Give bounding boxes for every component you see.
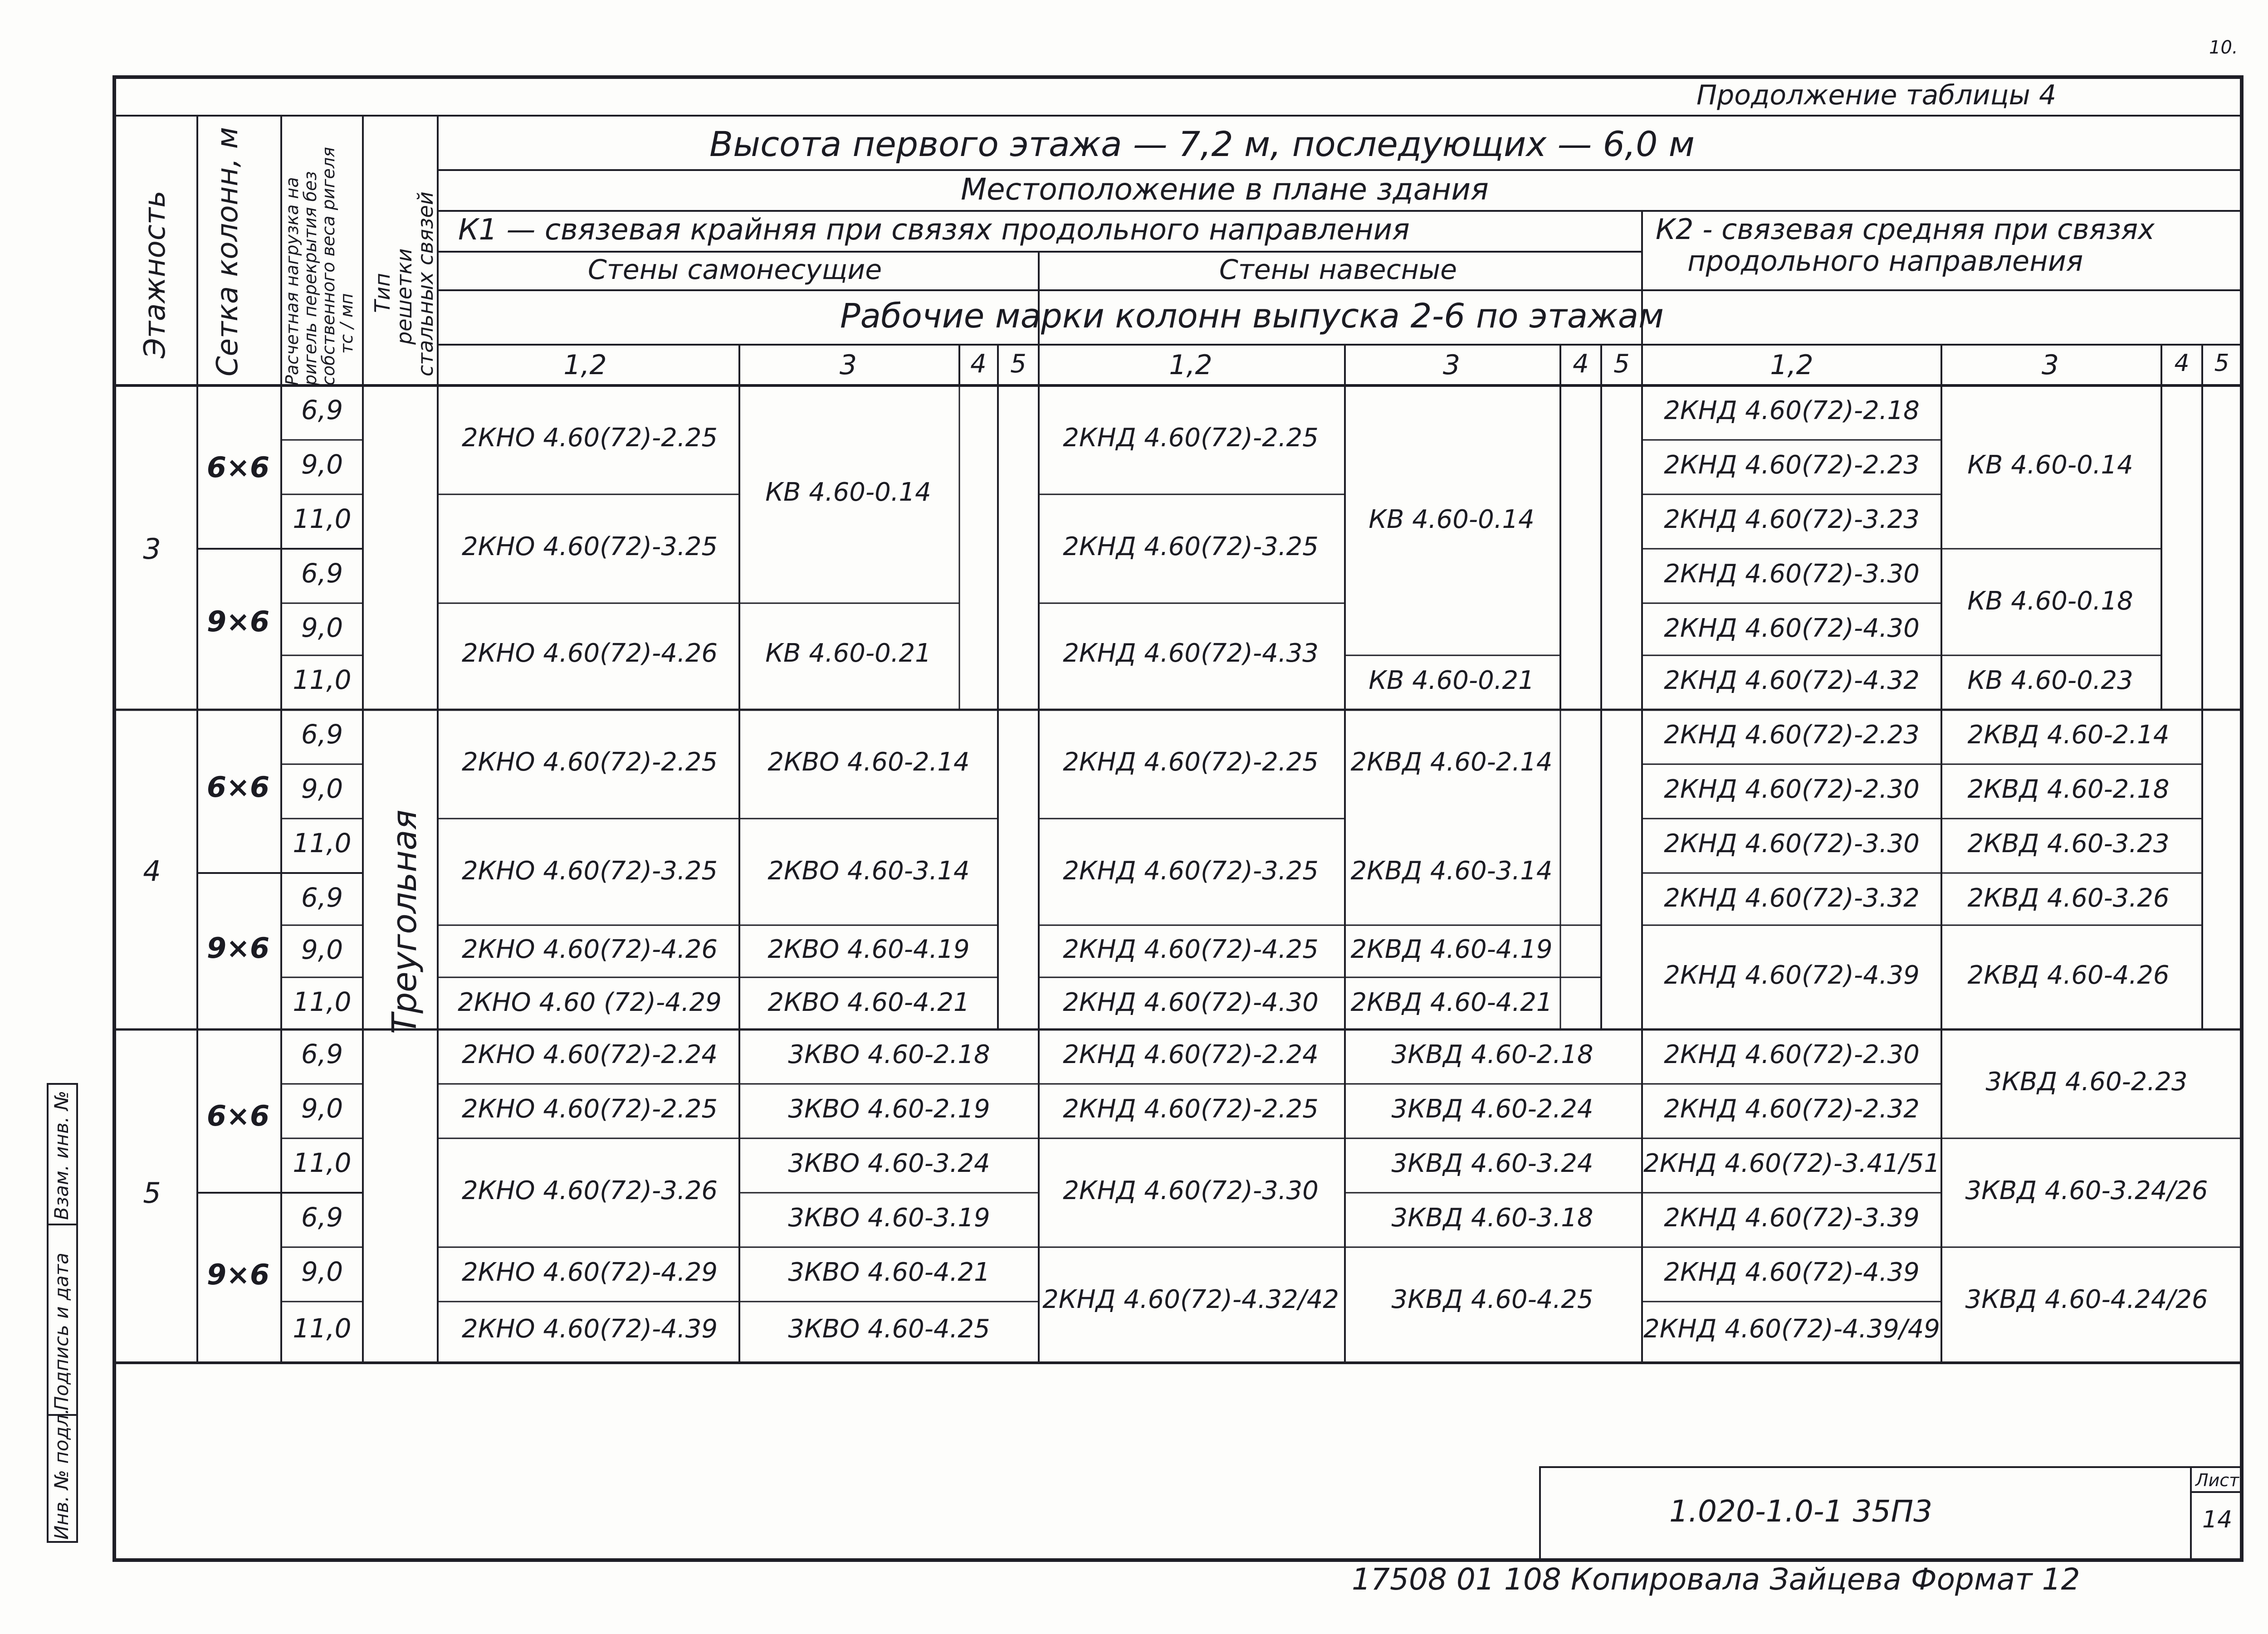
- walls-hang-label: Стены навесные: [1219, 254, 1457, 286]
- continuation-label: Продолжение таблицы 4: [1696, 79, 2057, 111]
- grid-cell: 9×6: [206, 605, 270, 638]
- load-cell: 11,0: [293, 986, 352, 1017]
- mark-cell: 2КВД 4.60-4.26: [1967, 961, 2170, 990]
- mark-cell: 2КНД 4.60(72)-2.25: [1063, 1094, 1319, 1124]
- load-cell: 9,0: [301, 1093, 343, 1124]
- load-cell: 9,0: [301, 1256, 343, 1287]
- stamp-inv-label: Инв. № подл.: [50, 1408, 73, 1540]
- mark-cell: 2КНД 4.60(72)-3.23: [1664, 505, 1920, 534]
- type-header-line3: стальных связей: [413, 191, 438, 376]
- type-header-line1: Тип: [370, 273, 395, 313]
- grid-header: Сетка колонн, м: [211, 127, 244, 376]
- mark-cell: КВ 4.60-0.21: [1369, 666, 1535, 695]
- k2-title-line1: К2 - связевая средняя при связях: [1656, 213, 2155, 246]
- mark-cell: 3КВД 4.60-4.25: [1391, 1285, 1593, 1314]
- mark-cell: 2КНД 4.60(72)-2.32: [1664, 1094, 1920, 1124]
- mark-cell: 2КНД 4.60(72)-3.25: [1063, 856, 1319, 886]
- mark-cell: 2КВО 4.60-3.14: [767, 856, 970, 886]
- mark-cell: 3КВД 4.60-3.18: [1391, 1203, 1593, 1233]
- load-cell: 6,9: [301, 395, 343, 425]
- mark-cell: 2КНД 4.60(72)-2.23: [1664, 720, 1920, 750]
- col-b5-floor: 5: [1010, 349, 1026, 379]
- load-header-line3: собственного веса ригеля: [318, 147, 338, 385]
- height-title: Высота первого этажа — 7,2 м, последующих — 6,0 м: [709, 124, 1695, 164]
- mark-cell: 2КНО 4.60(72)-4.26: [462, 639, 718, 668]
- grid-cell: 9×6: [206, 932, 270, 965]
- stamp-sign-label: Подпись и дата: [50, 1253, 73, 1410]
- load-cell: 9,0: [301, 612, 343, 643]
- mark-cell: 2КНД 4.60(72)-4.39: [1664, 1258, 1920, 1287]
- mark-cell: 2КНД 4.60(72)-4.30: [1664, 614, 1920, 643]
- sheet-label: Лист: [2195, 1470, 2239, 1490]
- mark-cell: 2КНД 4.60(72)-2.30: [1664, 775, 1920, 804]
- grid-cell: 6×6: [206, 1099, 270, 1132]
- load-cell: 6,9: [301, 719, 343, 750]
- mark-cell: 2КВО 4.60-4.21: [767, 988, 970, 1017]
- mark-cell: 2КВД 4.60-2.14: [1350, 747, 1553, 777]
- load-cell: 6,9: [301, 558, 343, 589]
- col-e-floors: 1,2: [1770, 349, 1813, 381]
- mark-cell: 2КВД 4.60-3.23: [1967, 829, 2170, 858]
- mark-cell: КВ 4.60-0.23: [1967, 666, 2133, 695]
- mark-cell: 2КНО 4.60(72)-2.24: [462, 1040, 718, 1069]
- mark-cell: КВ 4.60-0.14: [1369, 505, 1535, 534]
- k2-title-line2: продольного направления: [1687, 244, 2083, 278]
- mark-cell: 2КНД 4.60(72)-4.25: [1063, 935, 1319, 964]
- mark-cell: КВ 4.60-0.14: [1967, 450, 2133, 480]
- col-f5-floor: 5: [2214, 350, 2229, 377]
- mark-cell: 2КВО 4.60-2.14: [767, 747, 970, 777]
- mark-cell: 2КНД 4.60(72)-3.39: [1664, 1203, 1920, 1233]
- mark-cell: 2КНО 4.60(72)-2.25: [462, 1094, 718, 1124]
- mark-cell: 2КНО 4.60(72)-4.29: [462, 1258, 718, 1287]
- type-value: Треугольная: [385, 810, 424, 1034]
- load-cell: 6,9: [301, 1039, 343, 1069]
- mark-cell: КВ 4.60-0.21: [765, 639, 931, 668]
- mark-cell: 2КВД 4.60-2.18: [1967, 775, 2170, 804]
- mark-cell: 3КВД 4.60-3.24: [1391, 1149, 1593, 1178]
- sheet-number: 14: [2202, 1506, 2233, 1533]
- load-cell: 11,0: [293, 828, 352, 858]
- grid-cell: 6×6: [206, 451, 270, 484]
- load-cell: 9,0: [301, 773, 343, 804]
- mark-cell: 2КНД 4.60(72)-4.32/42: [1042, 1285, 1339, 1314]
- mark-cell: 3КВО 4.60-3.19: [788, 1203, 990, 1233]
- mark-cell: 3КВО 4.60-4.21: [788, 1258, 990, 1287]
- load-header-line4: тс / мп: [337, 293, 357, 354]
- mark-cell: 2КНД 4.60(72)-4.33: [1063, 639, 1319, 668]
- grid-cell: 6×6: [206, 771, 270, 804]
- mark-cell: 2КНД 4.60(72)-2.23: [1664, 450, 1920, 480]
- load-cell: 9,0: [301, 449, 343, 480]
- mark-cell: 2КНО 4.60(72)-3.25: [462, 532, 718, 561]
- mark-cell: 2КНД 4.60(72)-3.30: [1063, 1176, 1319, 1205]
- mark-cell: 2КНД 4.60(72)-4.30: [1063, 988, 1319, 1017]
- mark-cell: 3КВД 4.60-2.23: [1985, 1067, 2188, 1097]
- load-cell: 9,0: [301, 934, 343, 965]
- mark-cell: 2КНО 4.60 (72)-4.29: [458, 988, 722, 1017]
- load-cell: 6,9: [301, 882, 343, 913]
- col-b-floor: 3: [839, 349, 857, 381]
- mark-cell: 3КВД 4.60-3.24/26: [1965, 1176, 2208, 1205]
- load-cell: 11,0: [293, 1313, 352, 1344]
- mark-cell: КВ 4.60-0.14: [765, 478, 931, 507]
- mark-cell: 2КНО 4.60(72)-2.25: [462, 423, 718, 453]
- mark-cell: 2КВД 4.60-3.26: [1967, 883, 2170, 913]
- mark-cell: 2КНД 4.60(72)-4.39/49: [1643, 1314, 1940, 1344]
- mark-cell: 2КНО 4.60(72)-4.39: [462, 1314, 718, 1344]
- mark-cell: 2КНД 4.60(72)-2.18: [1664, 396, 1920, 425]
- mark-cell: 2КНО 4.60(72)-3.25: [462, 856, 718, 886]
- mark-cell: 2КНД 4.60(72)-2.24: [1063, 1040, 1319, 1069]
- mark-cell: 2КНД 4.60(72)-2.30: [1664, 1040, 1920, 1069]
- col-d-floor: 3: [1442, 349, 1461, 381]
- mark-cell: 2КНД 4.60(72)-3.32: [1664, 883, 1920, 913]
- mark-cell: 2КНО 4.60(72)-3.26: [462, 1176, 718, 1205]
- mark-cell: 3КВО 4.60-2.18: [788, 1040, 990, 1069]
- col-f4-floor: 4: [2174, 350, 2190, 377]
- mark-cell: 3КВД 4.60-2.24: [1391, 1094, 1593, 1124]
- col-a-floors: 1,2: [563, 349, 607, 381]
- mark-cell: 2КНД 4.60(72)-3.30: [1664, 559, 1920, 589]
- load-header-line2: ригель перекрытия без: [300, 171, 320, 385]
- stamp-replace-label: Взам. инв. №: [50, 1090, 73, 1220]
- floor-cell: 5: [143, 1176, 161, 1210]
- load-header-line1: Расчетная нагрузка на: [282, 177, 302, 385]
- col-b4-floor: 4: [970, 349, 987, 379]
- mark-cell: 2КНО 4.60(72)-2.25: [462, 747, 718, 777]
- load-cell: 11,0: [293, 1147, 352, 1178]
- mark-cell: 3КВО 4.60-4.25: [788, 1314, 990, 1344]
- mark-cell: 2КВО 4.60-4.19: [767, 935, 970, 964]
- walls-self-label: Стены самонесущие: [587, 254, 882, 286]
- footer-note: 17508 01 108 Копировала Зайцева Формат 12: [1352, 1562, 2080, 1597]
- load-cell: 11,0: [293, 664, 352, 695]
- floors-header: Этажность: [138, 190, 172, 358]
- col-f-floor: 3: [2041, 349, 2059, 381]
- mark-cell: 2КВД 4.60-3.14: [1350, 856, 1553, 886]
- mark-cell: 3КВД 4.60-4.24/26: [1965, 1285, 2208, 1314]
- mark-cell: 2КНД 4.60(72)-2.25: [1063, 423, 1319, 453]
- mark-cell: 3КВД 4.60-2.18: [1391, 1040, 1593, 1069]
- mark-cell: 2КНД 4.60(72)-2.25: [1063, 747, 1319, 777]
- mark-cell: 2КНД 4.60(72)-3.25: [1063, 532, 1319, 561]
- load-cell: 11,0: [293, 503, 352, 534]
- type-header-line2: решетки: [392, 248, 416, 345]
- col-d5-floor: 5: [1613, 349, 1630, 379]
- load-cell: 6,9: [301, 1202, 343, 1233]
- document-code: 1.020-1.0-1 35П3: [1669, 1494, 1933, 1529]
- floor-cell: 3: [143, 532, 161, 566]
- mark-cell: 2КВД 4.60-2.14: [1967, 720, 2170, 750]
- mark-cell: КВ 4.60-0.18: [1967, 586, 2133, 616]
- mark-cell: 2КНД 4.60(72)-3.41/51: [1643, 1149, 1940, 1178]
- marks-title: Рабочие марки колонн выпуска 2-6 по этажам: [840, 297, 1664, 336]
- k1-title: К1 — связевая крайняя при связях продольного направления: [458, 213, 1410, 247]
- mark-cell: 2КНД 4.60(72)-4.32: [1664, 666, 1920, 695]
- mark-cell: 2КНД 4.60(72)-4.39: [1664, 961, 1920, 990]
- mark-cell: 3КВО 4.60-3.24: [788, 1149, 990, 1178]
- grid-cell: 9×6: [206, 1258, 270, 1291]
- mark-cell: 2КВД 4.60-4.19: [1350, 935, 1553, 964]
- col-c-floors: 1,2: [1169, 349, 1212, 381]
- mark-cell: 2КНД 4.60(72)-3.30: [1664, 829, 1920, 858]
- mark-cell: 2КВД 4.60-4.21: [1350, 988, 1553, 1017]
- mark-cell: 3КВО 4.60-2.19: [788, 1094, 990, 1124]
- floor-cell: 4: [143, 854, 161, 888]
- corner-mark: 10.: [2209, 37, 2238, 58]
- location-title: Местоположение в плане здания: [961, 172, 1489, 207]
- col-d4-floor: 4: [1573, 349, 1589, 379]
- mark-cell: 2КНО 4.60(72)-4.26: [462, 935, 718, 964]
